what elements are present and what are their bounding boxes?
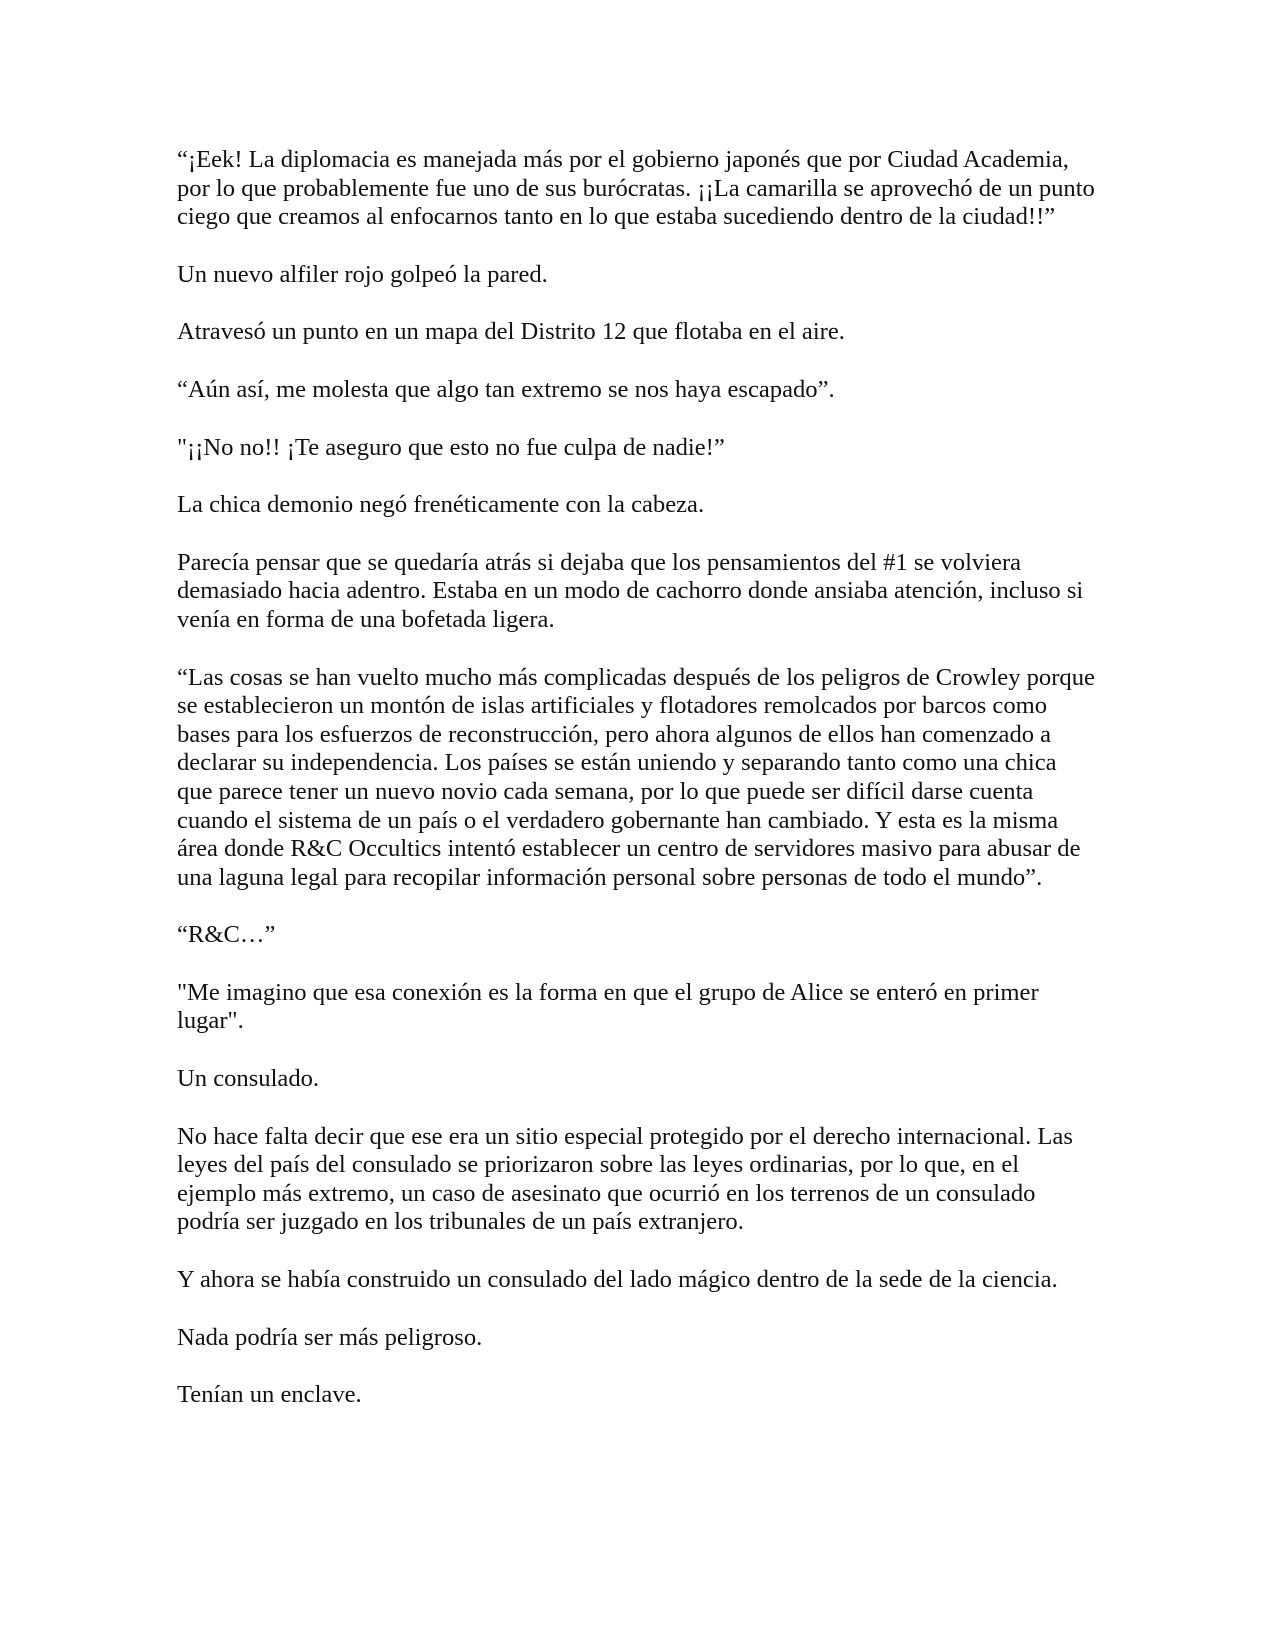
paragraph: La chica demonio negó frenéticamente con la cabeza. bbox=[177, 491, 705, 519]
paragraph: No hace falta decir que ese era un sitio especial protegido por el derecho internacional. Las leyes del país del consulado se priorizaron sobre las leyes ordinarias, por lo que, en el ejemplo más extremo, un caso de asesinato que ocurrió en los terrenos de un consulado podría ser juzgado en los tribunales de un país extranjero. bbox=[177, 1122, 1073, 1236]
document-body bbox=[177, 146, 1097, 1439]
paragraph: Y ahora se había construido un consulado del lado mágico dentro de la sede de la ciencia. bbox=[177, 1266, 1058, 1294]
paragraph: “Las cosas se han vuelto mucho más complicadas después de los peligros de Crowley porque se establecieron un montón de islas artificiales y flotadores remolcados por barcos como bases para los esfuerzos de reconstrucción, pero ahora algunos de ellos han comenzado a declarar su independencia. Los países se están uniendo y separando tanto como una chica que parece tener un nuevo novio cada semana, por lo que puede ser difícil darse cuenta cuando el sistema de un país o el verdadero gobernante han cambiado. Y esta es la misma área donde R&C Occultics intentó establecer un centro de servidores masivo para abusar de una laguna legal para recopilar información personal sobre personas de todo el mundo”. bbox=[177, 663, 1095, 891]
paragraph: Un nuevo alfiler rojo golpeó la pared. bbox=[177, 260, 548, 288]
paragraph: "¡¡No no!! ¡Te aseguro que esto no fue culpa de nadie!” bbox=[177, 433, 725, 461]
paragraph: “¡Eek! La diplomacia es manejada más por el gobierno japonés que por Ciudad Academia, por lo que probablemente fue uno de sus burócratas. ¡¡La camarilla se aprovechó de un punto ciego que creamos al enfocarnos tanto en lo que estaba sucediendo dentro de la ciudad!!” bbox=[177, 146, 1095, 231]
paragraph: Parecía pensar que se quedaría atrás si dejaba que los pensamientos del #1 se volviera demasiado hacia adentro. Estaba en un modo de cachorro donde ansiaba atención, incluso si venía en forma de una bofetada ligera. bbox=[177, 548, 1084, 633]
paragraph: Nada podría ser más peligroso. bbox=[177, 1323, 483, 1351]
paragraph: “Aún así, me molesta que algo tan extremo se nos haya escapado”. bbox=[177, 375, 835, 403]
paragraph: Atravesó un punto en un mapa del Distrito 12 que flotaba en el aire. bbox=[177, 318, 845, 346]
paragraph: “R&C…” bbox=[177, 921, 276, 949]
paragraph: Tenían un enclave. bbox=[177, 1381, 362, 1409]
paragraph: Un consulado. bbox=[177, 1065, 320, 1093]
paragraph: "Me imagino que esa conexión es la forma en que el grupo de Alice se enteró en primer lugar". bbox=[177, 978, 1039, 1035]
